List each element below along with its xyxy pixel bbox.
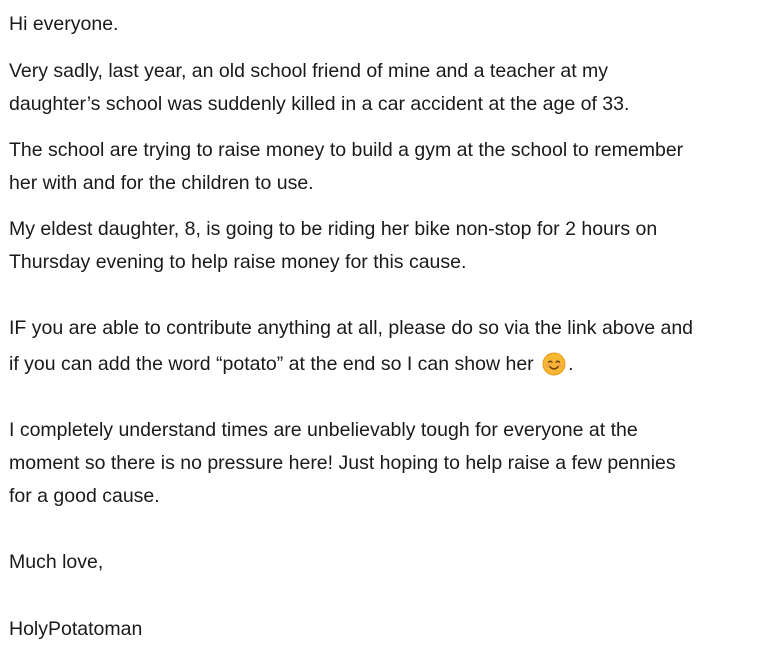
paragraph-3-line-1: My eldest daughter, 8, is going to be riding her bike non-stop for 2 hours on: [9, 218, 658, 240]
paragraph-4-text: if you can add the word “potato” at the end so I can show her: [9, 353, 534, 375]
paragraph-1-line-1: Very sadly, last year, an old school friend of mine and a teacher at my: [9, 60, 609, 82]
paragraph-5-line-2: moment so there is no pressure here! Just hoping to help raise a few pennies: [9, 452, 676, 474]
greeting-text: Hi everyone.: [9, 13, 119, 35]
closing-text: Much love,: [9, 551, 104, 573]
paragraph-1-line-2: daughter’s school was suddenly killed in a car accident at the age of 33.: [9, 93, 630, 115]
paragraph-3-line-2: Thursday evening to help raise money for this cause.: [9, 251, 467, 273]
paragraph-2-line-1: The school are trying to raise money to build a gym at the school to remember: [9, 139, 684, 161]
paragraph-4-end: .: [568, 353, 574, 375]
smiling-face-icon: [542, 352, 566, 376]
paragraph-2-line-2: her with and for the children to use.: [9, 172, 314, 194]
paragraph-5-line-3: for a good cause.: [9, 485, 160, 507]
paragraph-5-line-1: I completely understand times are unbelievably tough for everyone at the: [9, 419, 638, 441]
paragraph-4-line-2: [9, 352, 574, 376]
paragraph-4-line-1: IF you are able to contribute anything at all, please do so via the link above and: [9, 317, 694, 339]
signature-text: HolyPotatoman: [9, 618, 143, 640]
